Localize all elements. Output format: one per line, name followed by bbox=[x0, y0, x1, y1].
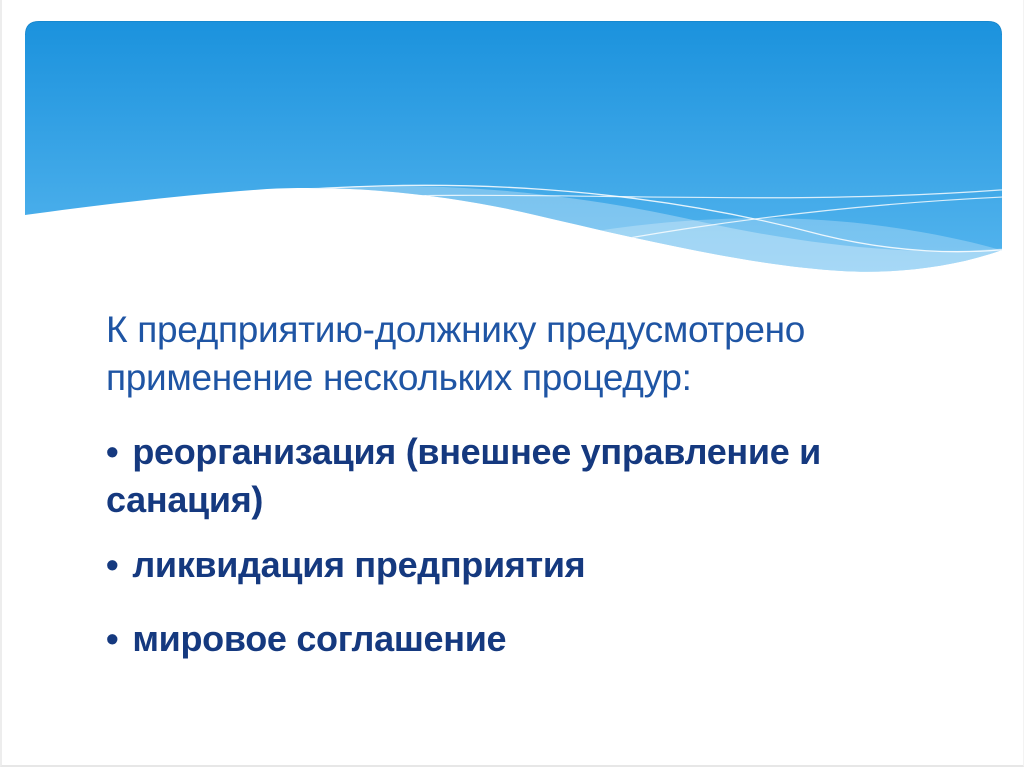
list-item bbox=[106, 615, 935, 663]
bullet-text: ликвидация предприятия bbox=[132, 544, 586, 585]
slide-body bbox=[2, 300, 1023, 663]
bullet-text: мировое соглашение bbox=[132, 618, 507, 659]
bullet-marker: • bbox=[106, 618, 119, 659]
bullet-list bbox=[106, 428, 935, 663]
bullet-marker: • bbox=[106, 544, 119, 585]
bullet-text: реорганизация (внешнее управление и санация) bbox=[106, 431, 821, 520]
intro-text: К предприятию-должнику предусмотрено применение нескольких процедур: bbox=[106, 309, 806, 398]
list-item bbox=[106, 428, 935, 524]
header-wave-graphic bbox=[2, 0, 1024, 300]
list-item bbox=[106, 541, 935, 589]
bullet-marker: • bbox=[106, 431, 119, 472]
